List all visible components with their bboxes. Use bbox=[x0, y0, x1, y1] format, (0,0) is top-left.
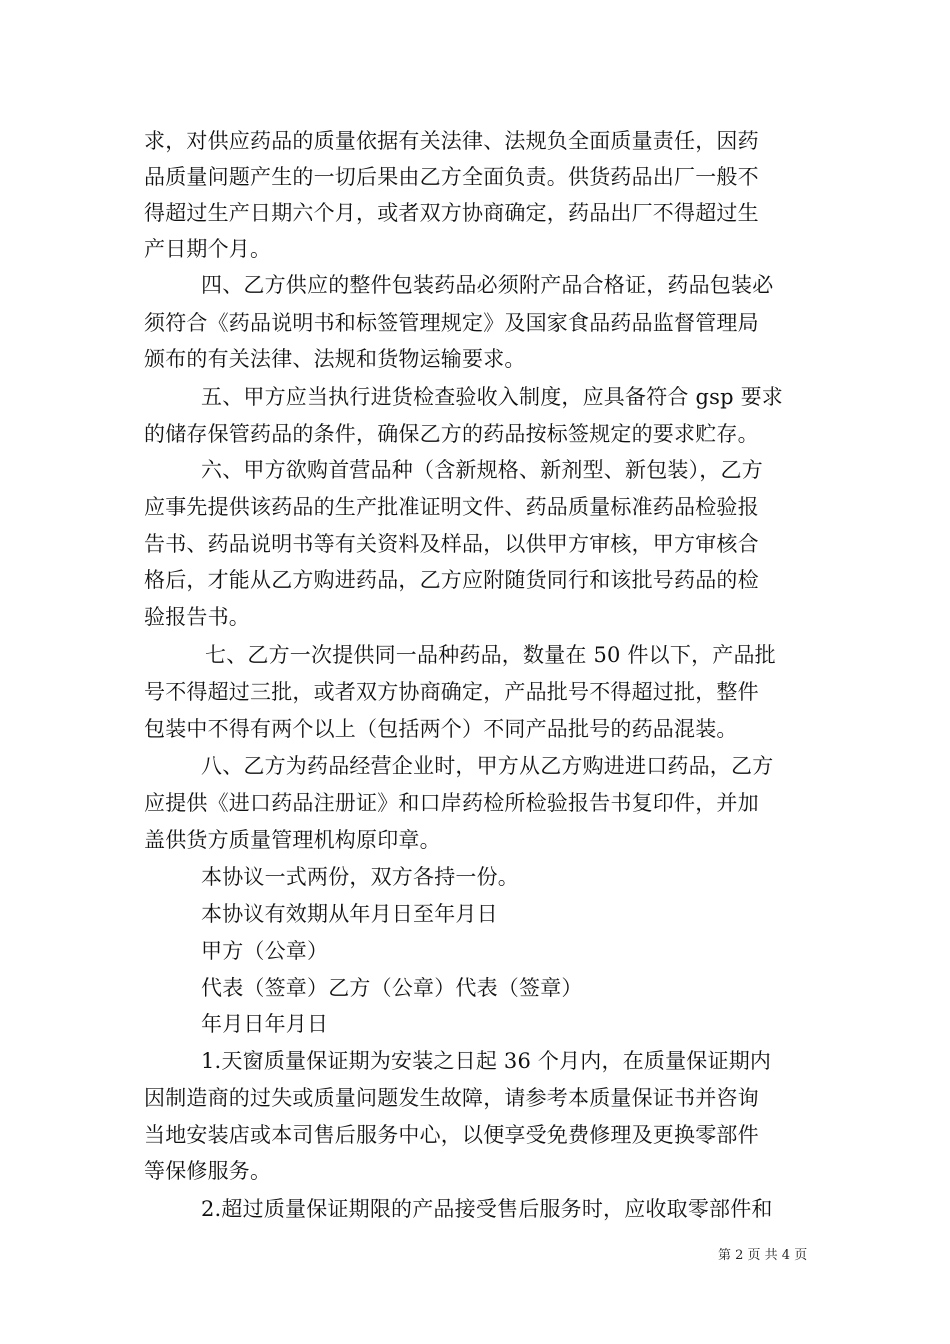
text-line: 包装中不得有两个以上（包括两个）不同产品批号的药品混装。 bbox=[144, 717, 738, 741]
text-line: 号不得超过三批，或者双方协商确定，产品批号不得超过批，整件 bbox=[144, 680, 759, 704]
paragraph-4-first-line: 四、乙方供应的整件包装药品必须附产品合格证，药品包装必 bbox=[201, 273, 774, 297]
text-line: 当地安装店或本司售后服务中心，以便享受免费修理及更换零部件 bbox=[144, 1123, 759, 1147]
text-line: 产日期个月。 bbox=[144, 237, 272, 261]
warranty-item-2-first-line: 2.超过质量保证期限的产品接受售后服务时，应收取零部件和 bbox=[201, 1197, 773, 1221]
validity-period-line: 本协议有效期从年月日至年月日 bbox=[201, 902, 498, 926]
text-line: 验报告书。 bbox=[144, 605, 250, 629]
text-line: 须符合《药品说明书和标签管理规定》及国家食品药品监督管理局 bbox=[144, 311, 759, 335]
paragraph-5-first-line: 五、甲方应当执行进货检查验收入制度，应具备符合 gsp 要求 bbox=[201, 385, 784, 409]
warranty-item-1-first-line: 1.天窗质量保证期为安装之日起 36 个月内，在质量保证期内 bbox=[201, 1049, 772, 1073]
text-line: 盖供货方质量管理机构原印章。 bbox=[144, 828, 441, 852]
text-line: 因制造商的过失或质量问题发生故障，请参考本质量保证书并咨询 bbox=[144, 1086, 759, 1110]
agreement-copies-line: 本协议一式两份，双方各持一份。 bbox=[201, 865, 519, 889]
signature-line: 代表（签章）乙方（公章）代表（签章） bbox=[201, 976, 583, 1000]
text-line: 的储存保管药品的条件，确保乙方的药品按标签规定的要求贮存。 bbox=[144, 422, 759, 446]
text-line: 等保修服务。 bbox=[144, 1159, 272, 1183]
text-line: 告书、药品说明书等有关资料及样品，以供甲方审核，甲方审核合 bbox=[144, 532, 759, 556]
text-line: 格后，才能从乙方购进药品，乙方应附随货同行和该批号药品的检 bbox=[144, 568, 759, 592]
paragraph-6-first-line: 六、甲方欲购首营品种（含新规格、新剂型、新包装），乙方 bbox=[201, 458, 763, 482]
text-line: 应事先提供该药品的生产批准证明文件、药品质量标准药品检验报 bbox=[144, 495, 759, 519]
text-line: 品质量问题产生的一切后果由乙方全面负责。供货药品出厂一般不 bbox=[144, 165, 759, 189]
party-a-seal-line: 甲方（公章） bbox=[201, 939, 329, 963]
text-line: 颁布的有关法律、法规和货物运输要求。 bbox=[144, 347, 526, 371]
page-number-footer: 第 2 页 共 4 页 bbox=[718, 1248, 808, 1263]
date-line: 年月日年月日 bbox=[201, 1012, 329, 1036]
text-line: 得超过生产日期六个月，或者双方协商确定，药品出厂不得超过生 bbox=[144, 201, 759, 225]
paragraph-7-first-line: 七、乙方一次提供同一品种药品，数量在 50 件以下，产品批 bbox=[205, 643, 776, 667]
paragraph-8-first-line: 八、乙方为药品经营企业时，甲方从乙方购进进口药品，乙方 bbox=[201, 754, 774, 778]
text-line: 求，对供应药品的质量依据有关法律、法规负全面质量责任，因药 bbox=[144, 129, 759, 153]
text-line: 应提供《进口药品注册证》和口岸药检所检验报告书复印件，并加 bbox=[144, 791, 759, 815]
